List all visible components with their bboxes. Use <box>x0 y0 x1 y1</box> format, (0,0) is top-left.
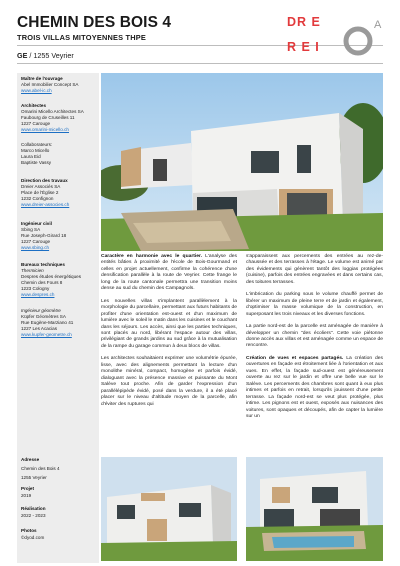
credit-line: Place de l'Église 2 <box>21 189 59 195</box>
credit-line: Laura Eid <box>21 153 41 159</box>
credit-link[interactable]: www.dreier-associes.ch <box>21 201 70 207</box>
paragraph-text: L'analyse des entités bâties à proximité de l'école de Bois-Gourmand et celles en projet actuellement, confirme la cohérence d'une densification parallèle à la route de Veyrier. Cette frange le long de la route cantonale permettra une transition moins dense au sud du chemin des Campagnols. <box>101 254 237 292</box>
paragraph-lead: Caractère en harmonie avec le quartier. <box>101 254 203 259</box>
credit-line: Marco Micello <box>21 147 50 153</box>
page-title: CHEMIN DES BOIS 4 <box>17 14 172 31</box>
article-paragraph <box>101 356 237 408</box>
canton-code: GE <box>17 51 28 60</box>
credit-heading: Ingénieur civil <box>21 221 52 226</box>
credit-heading: Collaborateurs: <box>21 142 53 147</box>
location-line <box>17 51 74 60</box>
credit-civil <box>21 221 99 251</box>
credit-address <box>21 457 99 481</box>
credit-heading: Bureaux techniques <box>21 262 65 267</box>
credit-heading: Direction des travaux <box>21 178 68 183</box>
credit-line: Abel Immobilier Concept SA <box>21 81 79 87</box>
location-city: 1255 Veyrier <box>33 51 74 60</box>
paragraph-text: Les architectes souhaitaient exprimer une volumétrie épurée, lisse, avec des alignements permettant la lecture d'un monolithe minéral, compact, homogène et parfois évidé, dialoguant avec la présence massive et puissante du Mont Salève tout proche. Afin de garder l'expression d'un parallélépipède évidé, posé dans la verdure, il a été placé placer sur le niveau d'altitude moyen de la parcelle, afin d'éviter des ruptures qui <box>101 356 237 407</box>
credit-studies <box>21 262 99 297</box>
credit-line: Faubourg de Cruseilles 11 <box>21 114 75 120</box>
paragraph-text: L'imbrication du parking sous le volume chauffé permet de libérer un maximum de pleine terre et de jardin et également, d'optimiser la masse volumique de la construction, en superposant les trois niveaux et les diverses fonctions. <box>246 292 383 317</box>
page-subtitle: TROIS VILLAS MITOYENNES THPE <box>17 33 147 42</box>
credit-link[interactable]: www.kupfer-geometre.ch <box>21 331 72 337</box>
credit-heading: Projet <box>21 486 35 491</box>
credit-direction <box>21 178 99 208</box>
paragraph-text: s'apparaissent aux percements des entrées au rez-de-chaussée et des terrasses à l'étage. Le volume est animé par des évidements qui génèrent tantôt des loggias protégées (cuisine), parfois des entrées engravées et dans certains cas, des toitures terrasses. <box>246 254 383 285</box>
paragraph-text: La création des ouvertures en façade est étroitement liée à l'orientation et aux vues. En effet, la façade sud-ouest est généreusement ouverte au rez sur le jardin et offre une belle vue sur le Salève. Les percements des chambres sont quant à eux plus intimes et parfois en retrait, lorsqu'ils jouissent d'une petite terrasse. La façade nord-est se veut plus protégée, plus intime. Les pignons est et ouest, exposés aux nuisances des voitures, sont opaques et découpés, afin de capter la lumière sur un <box>246 355 383 419</box>
credit-line: Baptiste Vassy <box>21 159 52 165</box>
credit-line: Sbing SA <box>21 226 41 232</box>
credit-line: Rue Joseph-Girard 18 <box>21 232 67 238</box>
credit-line: Omarini Micello Architectes SA <box>21 108 84 114</box>
credit-line: Despres études énergétiques <box>21 273 82 279</box>
credit-link[interactable]: www.omarini-micello.ch <box>21 126 69 132</box>
credit-heading: Photos <box>21 528 37 533</box>
credit-role: Thermicien <box>21 267 44 273</box>
credit-owner <box>21 76 99 94</box>
credit-line: 1255 Veyrier <box>21 474 47 480</box>
credit-line: Küpfer Géomètres SA <box>21 313 66 319</box>
o-a-logo <box>341 17 383 59</box>
credit-photos <box>21 528 99 541</box>
o-logo-letter: A <box>374 19 382 31</box>
article-paragraph <box>101 299 237 351</box>
credit-role: Ingénieur géomètre <box>21 308 61 313</box>
credit-heading: Réalisation <box>21 506 46 511</box>
article-paragraph <box>246 254 383 286</box>
credit-link[interactable]: www.despres.ch <box>21 291 55 297</box>
paragraph-text: La partie nord-est de la parcelle est aménagée de manière à développer un chemin "des écoliers". Cette voie piétonne donne accès aux villas et est aménagée comme un espace de rencontre. <box>246 324 383 349</box>
article-paragraph <box>246 356 383 421</box>
credit-geometer <box>21 308 99 338</box>
credit-heading: Architectes <box>21 103 47 108</box>
credit-line: Chemin des Bois 4 <box>21 465 60 471</box>
credit-line: 1223 Cologny <box>21 285 50 291</box>
article-paragraph <box>246 324 383 350</box>
header-rule-bottom <box>17 63 383 64</box>
credit-line: ©dyod.com <box>21 534 45 540</box>
credit-project <box>21 486 99 499</box>
credit-heading: Maître de l'ouvrage <box>21 76 63 81</box>
credit-heading: Adresse <box>21 457 40 462</box>
credit-link[interactable]: www.sbing.ch <box>21 244 50 250</box>
credits-sidebar <box>17 73 99 563</box>
bottom-right-photo <box>246 457 383 561</box>
credit-link[interactable]: www.abel-ic.ch <box>21 87 52 93</box>
bottom-left-photo <box>101 457 237 561</box>
credit-line: 1227 Carouge <box>21 238 51 244</box>
credit-line: 1227 Carouge <box>21 120 51 126</box>
credit-line: 1232 Confignon <box>21 195 54 201</box>
paragraph-text: Les nouvelles villas s'implantent parallèlement à la morphologie du parcellaire, permettant aux futurs habitants de profiter d'une orientation est-ouest et d'un maximum de lumière avec le soleil le matin dans les cuisines et le couchant dans les séjours. Les accès, ainsi que les parties techniques, sont placés au nord, libérant l'espace autour des villas, privilégiant de grands jardins au sud grâce à la mutualisation de la rampe du garage commun à deux blocs de villas. <box>101 298 237 349</box>
paragraph-lead: Création de vues et espaces partagés. <box>246 355 344 361</box>
credit-line: Chemin des Fours 8 <box>21 279 63 285</box>
article-paragraph <box>246 292 383 318</box>
article-right-column <box>246 254 383 426</box>
credit-line: Rue Eugène-Marziano 41 <box>21 319 74 325</box>
credit-line: 2019 <box>21 492 32 498</box>
credit-architects <box>21 103 99 133</box>
dreier-logo <box>287 16 333 60</box>
credit-collaborators <box>21 142 99 166</box>
main-photo <box>101 73 383 251</box>
credit-line: 2022 - 2023 <box>21 512 46 518</box>
dreier-logo-line-1: DR E <box>287 15 321 29</box>
credit-line: Dreier Associés SA <box>21 183 61 189</box>
article-left-column <box>101 254 237 414</box>
location-separator: / <box>27 51 34 60</box>
credit-line: 1227 Les Acacias <box>21 325 58 331</box>
credit-realisation <box>21 506 99 519</box>
article-paragraph <box>101 254 237 293</box>
dreier-logo-line-2: R E I <box>287 40 320 54</box>
